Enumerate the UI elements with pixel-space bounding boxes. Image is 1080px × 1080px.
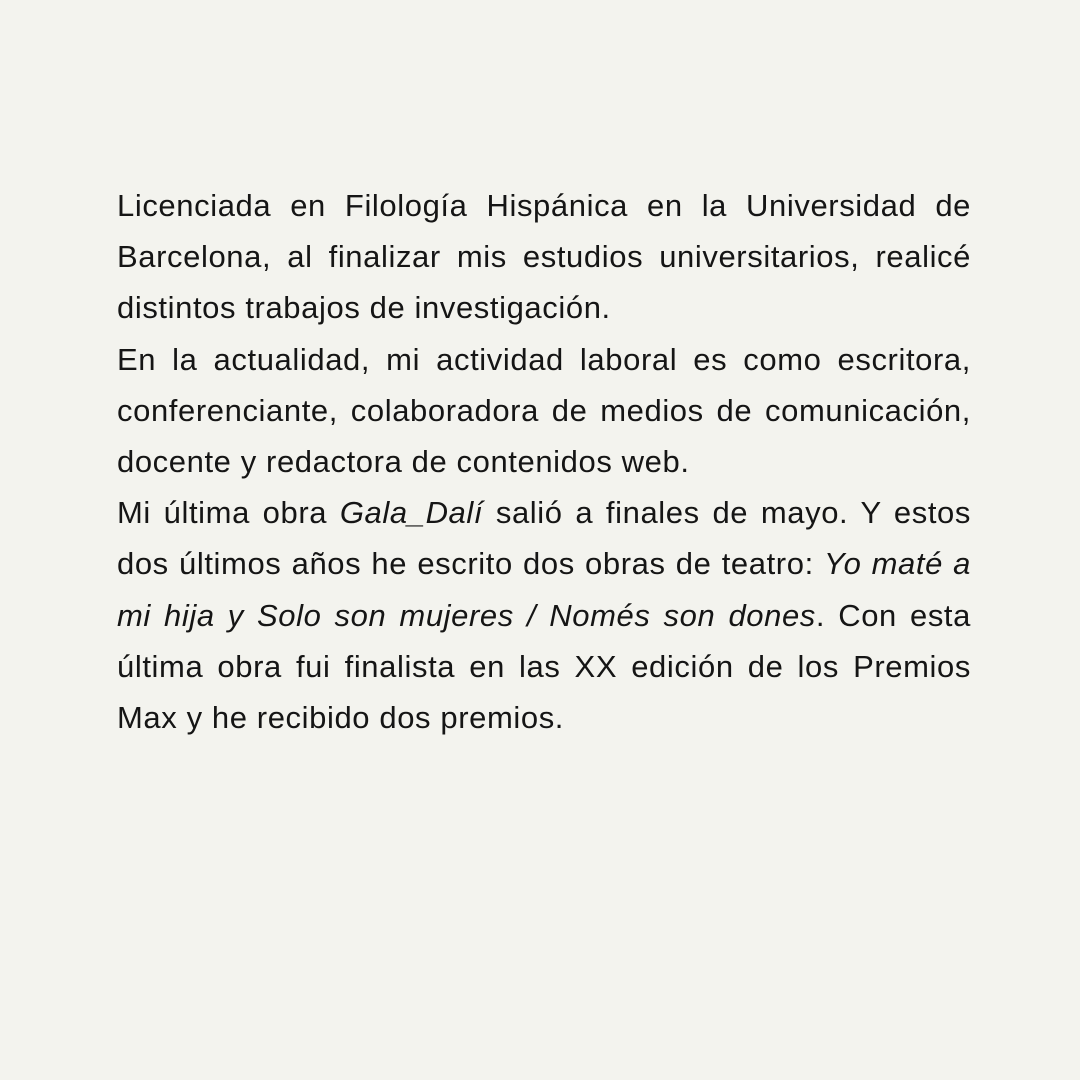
bio-paragraph-current-work: En la actualidad, mi actividad laboral es como escritora, conferenciante, colaboradora de medios de comunicación, docente y redactora de contenidos web.	[117, 341, 971, 480]
work-title-gala-dali: Gala_Dalí	[339, 495, 484, 531]
work-title-theatre-plays: Yo maté a mi hija y Solo son mujeres / Només son dones	[117, 546, 971, 633]
bio-text-block	[117, 180, 971, 743]
bio-paragraph-education: Licenciada en Filología Hispánica en la Universidad de Barcelona, al finalizar mis estudios universitarios, realicé distintos trabajos de investigación.	[117, 188, 971, 326]
bio-paragraph-works	[117, 487, 971, 743]
works-text-intro: Mi última obra	[117, 495, 340, 531]
works-text-awards: . Con esta última obra fui finalista en las XX edición de los Premios Max y he recibido dos premios.	[117, 597, 971, 736]
works-text-middle: salió a finales de mayo. Y estos dos últimos años he escrito dos obras de teatro:	[117, 495, 971, 582]
